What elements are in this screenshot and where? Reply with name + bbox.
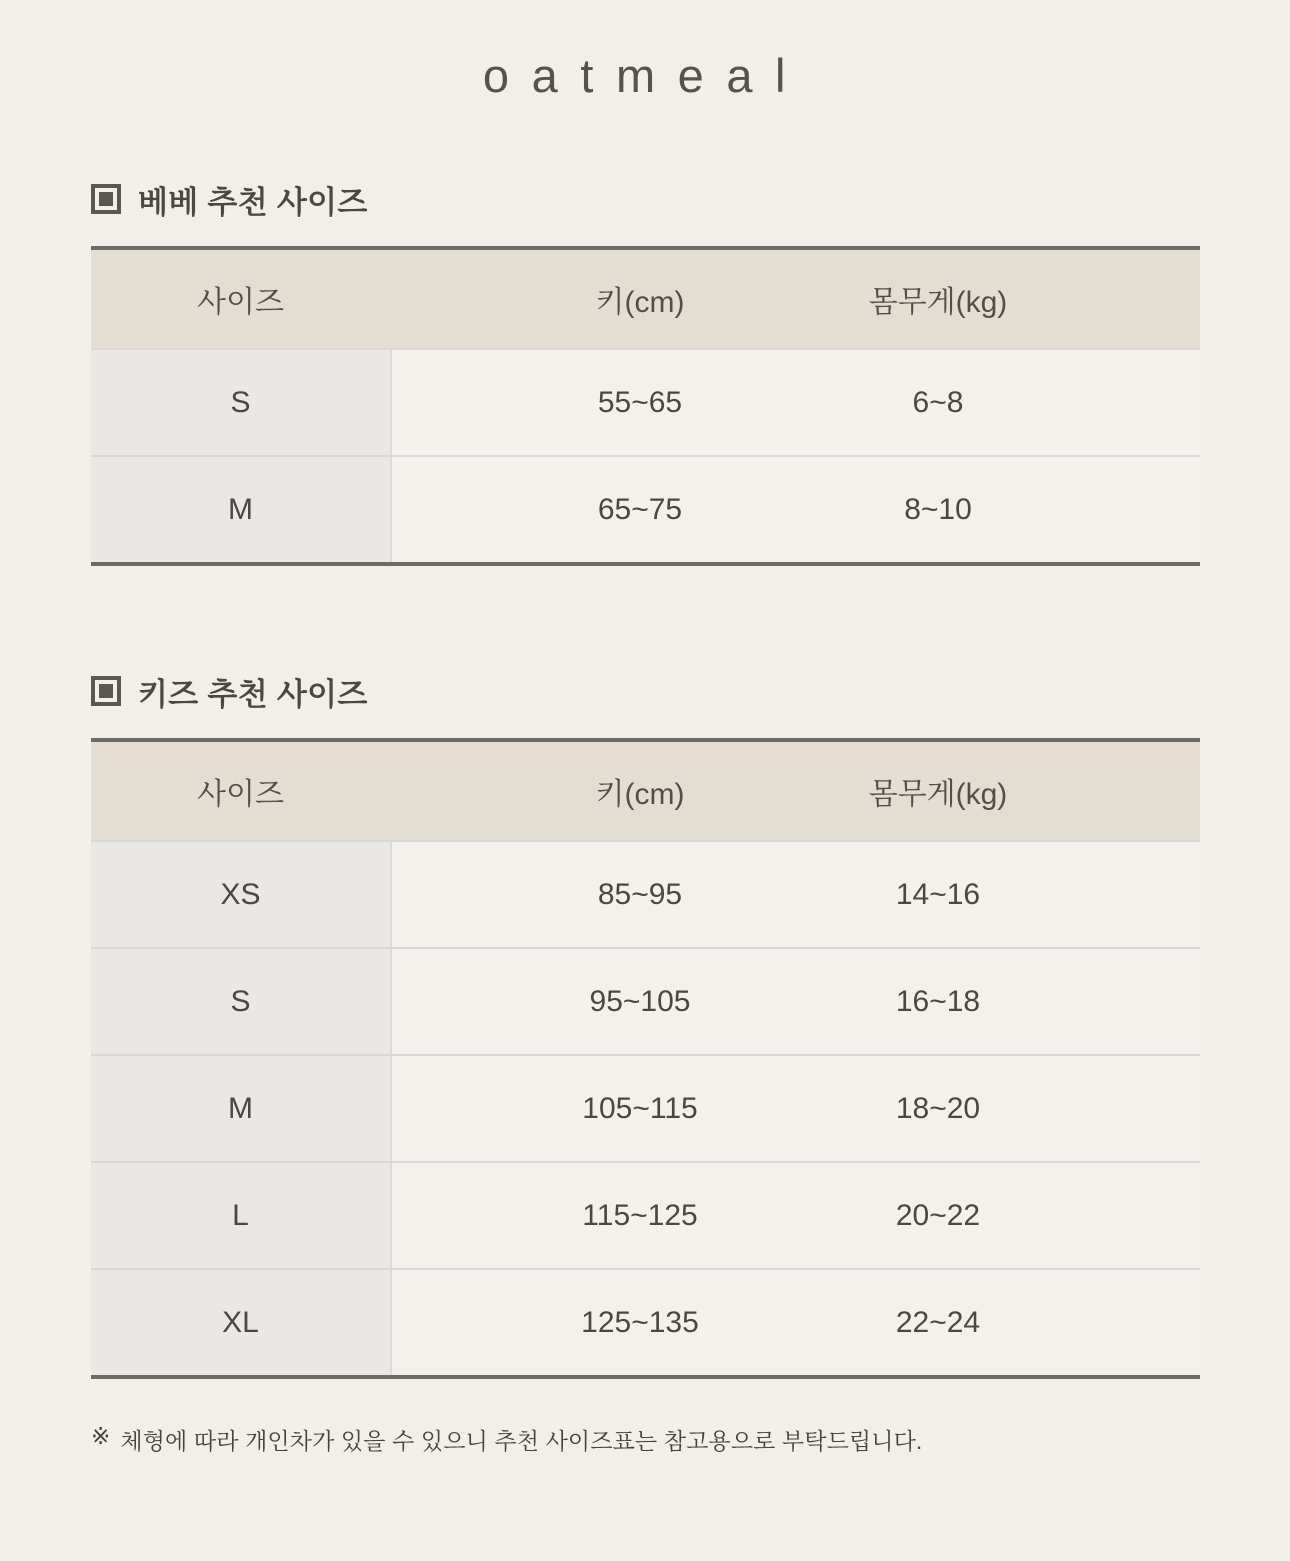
height-cell: 65~75 xyxy=(597,492,683,526)
table-header-row xyxy=(91,742,1200,840)
weight-cell: 16~18 xyxy=(895,984,981,1018)
size-cell: L xyxy=(91,1163,392,1268)
section-title-row xyxy=(91,670,1200,712)
table-row xyxy=(91,840,1200,947)
table-row xyxy=(91,348,1200,455)
height-cell: 95~105 xyxy=(589,984,691,1018)
size-cell: M xyxy=(91,1056,392,1161)
table-row xyxy=(91,947,1200,1054)
column-header: 키(cm) xyxy=(595,286,685,319)
section-bebe xyxy=(91,178,1200,566)
brand-logo: oatmeal xyxy=(482,49,809,102)
bebe-size-table xyxy=(91,246,1200,566)
height-cell: 125~135 xyxy=(581,1305,699,1339)
column-header: 사이즈 xyxy=(197,286,284,319)
weight-cell: 8~10 xyxy=(904,492,972,526)
kids-size-table xyxy=(91,738,1200,1379)
height-cell: 55~65 xyxy=(597,385,683,419)
column-header: 사이즈 xyxy=(197,778,284,811)
size-guide-page xyxy=(91,46,1200,1456)
column-header: 몸무게(kg) xyxy=(868,286,1008,319)
weight-cell: 6~8 xyxy=(912,385,964,419)
height-cell: 85~95 xyxy=(597,877,683,911)
section-title-row xyxy=(91,178,1200,220)
size-cell: S xyxy=(91,350,392,455)
column-header: 키(cm) xyxy=(595,778,685,811)
square-bullet-icon xyxy=(91,676,121,706)
table-row xyxy=(91,455,1200,562)
section-title: 베베 추천 사이즈 xyxy=(138,184,368,220)
footnote xyxy=(91,1423,1200,1456)
section-kids xyxy=(91,670,1200,1379)
table-header-row xyxy=(91,250,1200,348)
footnote-text: 체형에 따라 개인차가 있을 수 있으니 추천 사이즈표는 참고용으로 부탁드립니다. xyxy=(120,1428,923,1454)
size-cell: M xyxy=(91,457,392,562)
section-title: 키즈 추천 사이즈 xyxy=(138,676,368,712)
table-row xyxy=(91,1054,1200,1161)
size-cell: S xyxy=(91,949,392,1054)
weight-cell: 18~20 xyxy=(895,1091,981,1125)
weight-cell: 22~24 xyxy=(895,1305,981,1339)
table-row xyxy=(91,1268,1200,1375)
column-header: 몸무게(kg) xyxy=(868,778,1008,811)
height-cell: 115~125 xyxy=(582,1198,698,1232)
weight-cell: 20~22 xyxy=(895,1198,981,1232)
weight-cell: 14~16 xyxy=(895,877,981,911)
height-cell: 105~115 xyxy=(582,1091,698,1125)
footnote-marker: ※ xyxy=(91,1423,111,1449)
table-row xyxy=(91,1161,1200,1268)
square-bullet-icon xyxy=(91,184,121,214)
size-cell: XS xyxy=(91,842,392,947)
size-cell: XL xyxy=(91,1270,392,1375)
